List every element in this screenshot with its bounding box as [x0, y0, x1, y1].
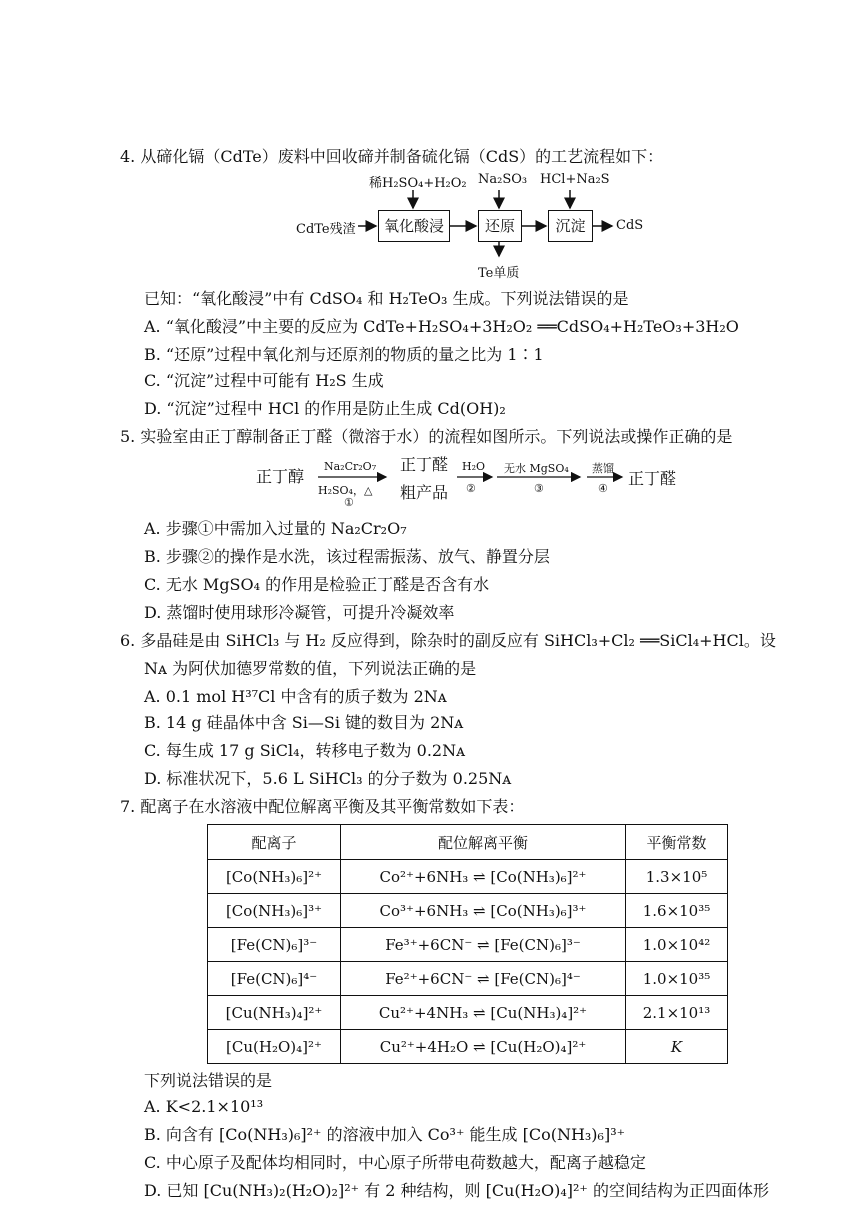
table-cell: [Cu(H₂O)₄]²⁺ — [208, 1030, 341, 1064]
q5-flow-r1-bottom: H₂SO₄，△ — [318, 484, 373, 497]
table-cell: 1.3×10⁵ — [626, 860, 728, 894]
table-cell: [Co(NH₃)₆]²⁺ — [208, 860, 341, 894]
q5-option-d: D. 蒸馏时使用球形冷凝管，可提升冷凝效率 — [144, 603, 455, 622]
q4-flow-output: CdS — [616, 218, 644, 233]
q5-flow-r3: 无水 MgSO₄ — [504, 462, 569, 475]
table-cell: Fe²⁺+6CN⁻ ⇌ [Fe(CN)₆]⁴⁻ — [341, 962, 626, 996]
q5-flow-n2: ② — [466, 482, 476, 495]
table-header: 配离子 — [208, 825, 341, 860]
table-cell: 2.1×10¹³ — [626, 996, 728, 1030]
q5-flow-r2: H₂O — [462, 460, 486, 473]
table-cell: [Co(NH₃)₆]³⁺ — [208, 894, 341, 928]
table-row — [208, 860, 728, 894]
q5-flow-r4: 蒸馏 — [592, 462, 614, 475]
table-cell: 1.6×10³⁵ — [626, 894, 728, 928]
table-row — [208, 928, 728, 962]
q4-flow-byproduct: Te单质 — [478, 266, 520, 281]
q6-stem-line1: 6. 多晶硅是由 SiHCl₃ 与 H₂ 反应得到，除杂时的副反应有 SiHCl₃+Cl₂ ══SiCl₄+HCl。设 — [120, 631, 776, 650]
q5-flow-r1-top: Na₂Cr₂O₇ — [324, 460, 377, 473]
table-cell: Co²⁺+6NH₃ ⇌ [Co(NH₃)₆]²⁺ — [341, 860, 626, 894]
q4-flow-input: CdTe残渣 — [296, 222, 356, 237]
q4-known: 已知：“氧化酸浸”中有 CdSO₄ 和 H₂TeO₃ 生成。下列说法错误的是 — [144, 289, 629, 308]
q7-option-c: C. 中心原子及配体均相同时，中心原子所带电荷数越大，配离子越稳定 — [144, 1153, 646, 1172]
table-row — [208, 894, 728, 928]
q7-option-b: B. 向含有 [Co(NH₃)₆]²⁺ 的溶液中加入 Co³⁺ 能生成 [Co(NH₃)₆]³⁺ — [144, 1125, 626, 1144]
table-cell: Cu²⁺+4H₂O ⇌ [Cu(H₂O)₄]²⁺ — [341, 1030, 626, 1064]
q5-flow-n1: ① — [344, 496, 354, 509]
table-cell: [Fe(CN)₆]³⁻ — [208, 928, 341, 962]
q4-option-a: A. “氧化酸浸”中主要的反应为 CdTe+H₂SO₄+3H₂O₂ ══CdSO₄+H₂TeO₃+3H₂O — [144, 317, 739, 336]
q6-option-b: B. 14 g 硅晶体中含 Si—Si 键的数目为 2Nᴀ — [144, 713, 464, 732]
q4-flow-step1: 氧化酸浸 — [378, 210, 450, 242]
q4-stem: 4. 从碲化镉（CdTe）废料中回收碲并制备硫化镉（CdS）的工艺流程如下： — [120, 147, 664, 166]
q4-flow-reagent1: 稀H₂SO₄+H₂O₂ — [369, 176, 467, 191]
table-cell: 1.0×10⁴² — [626, 928, 728, 962]
table-header: 平衡常数 — [626, 825, 728, 860]
table-cell: Co³⁺+6NH₃ ⇌ [Co(NH₃)₆]³⁺ — [341, 894, 626, 928]
q7-equilibrium-table — [207, 824, 728, 1064]
table-cell: Fe³⁺+6CN⁻ ⇌ [Fe(CN)₆]³⁻ — [341, 928, 626, 962]
q5-flow-end: 正丁醛 — [628, 469, 677, 488]
table-cell: K — [626, 1030, 728, 1064]
table-row — [208, 1030, 728, 1064]
table-cell: [Cu(NH₃)₄]²⁺ — [208, 996, 341, 1030]
table-header-row — [208, 825, 728, 860]
q6-option-a: A. 0.1 mol H³⁷Cl 中含有的质子数为 2Nᴀ — [144, 687, 447, 706]
q4-option-b: B. “还原”过程中氧化剂与还原剂的物质的量之比为 1∶1 — [144, 345, 544, 364]
q4-flow-step3: 沉淀 — [548, 210, 593, 242]
q4-flow-step2: 还原 — [478, 210, 522, 242]
table-row — [208, 962, 728, 996]
q5-option-c: C. 无水 MgSO₄ 的作用是检验正丁醛是否含有水 — [144, 575, 490, 594]
q5-flow-n3: ③ — [534, 482, 544, 495]
q7-option-a: A. K<2.1×10¹³ — [144, 1097, 264, 1116]
q5-flow-start: 正丁醇 — [256, 467, 305, 486]
q4-option-c: C. “沉淀”过程中可能有 H₂S 生成 — [144, 371, 384, 390]
q6-option-c: C. 每生成 17 g SiCl₄，转移电子数为 0.2Nᴀ — [144, 741, 466, 760]
table-row — [208, 996, 728, 1030]
q7-stem: 7. 配离子在水溶液中配位解离平衡及其平衡常数如下表： — [120, 797, 525, 816]
q4-option-d: D. “沉淀”过程中 HCl 的作用是防止生成 Cd(OH)₂ — [144, 399, 506, 418]
table-header: 配位解离平衡 — [341, 825, 626, 860]
q5-flow-n4: ④ — [598, 482, 608, 495]
q5-flow-mid-bottom: 粗产品 — [400, 483, 449, 502]
q4-flow-reagent3: HCl+Na₂S — [540, 172, 610, 187]
q7-question: 下列说法错误的是 — [144, 1071, 273, 1090]
q5-option-b: B. 步骤②的操作是水洗，该过程需振荡、放气、静置分层 — [144, 547, 550, 566]
q5-option-a: A. 步骤①中需加入过量的 Na₂Cr₂O₇ — [144, 519, 407, 538]
q6-stem-line2: Nᴀ 为阿伏加德罗常数的值，下列说法正确的是 — [144, 659, 477, 678]
q4-flow-reagent2: Na₂SO₃ — [478, 172, 528, 187]
table-cell: [Fe(CN)₆]⁴⁻ — [208, 962, 341, 996]
q7-option-d: D. 已知 [Cu(NH₃)₂(H₂O)₂]²⁺ 有 2 种结构，则 [Cu(H₂O)₄]²⁺ 的空间结构为正四面体形 — [144, 1181, 769, 1200]
table-cell: Cu²⁺+4NH₃ ⇌ [Cu(NH₃)₄]²⁺ — [341, 996, 626, 1030]
q5-flow-mid-top: 正丁醛 — [400, 455, 449, 474]
q5-stem: 5. 实验室由正丁醇制备正丁醛（微溶于水）的流程如图所示。下列说法或操作正确的是 — [120, 427, 733, 446]
table-cell: 1.0×10³⁵ — [626, 962, 728, 996]
q6-option-d: D. 标准状况下，5.6 L SiHCl₃ 的分子数为 0.25Nᴀ — [144, 769, 512, 788]
